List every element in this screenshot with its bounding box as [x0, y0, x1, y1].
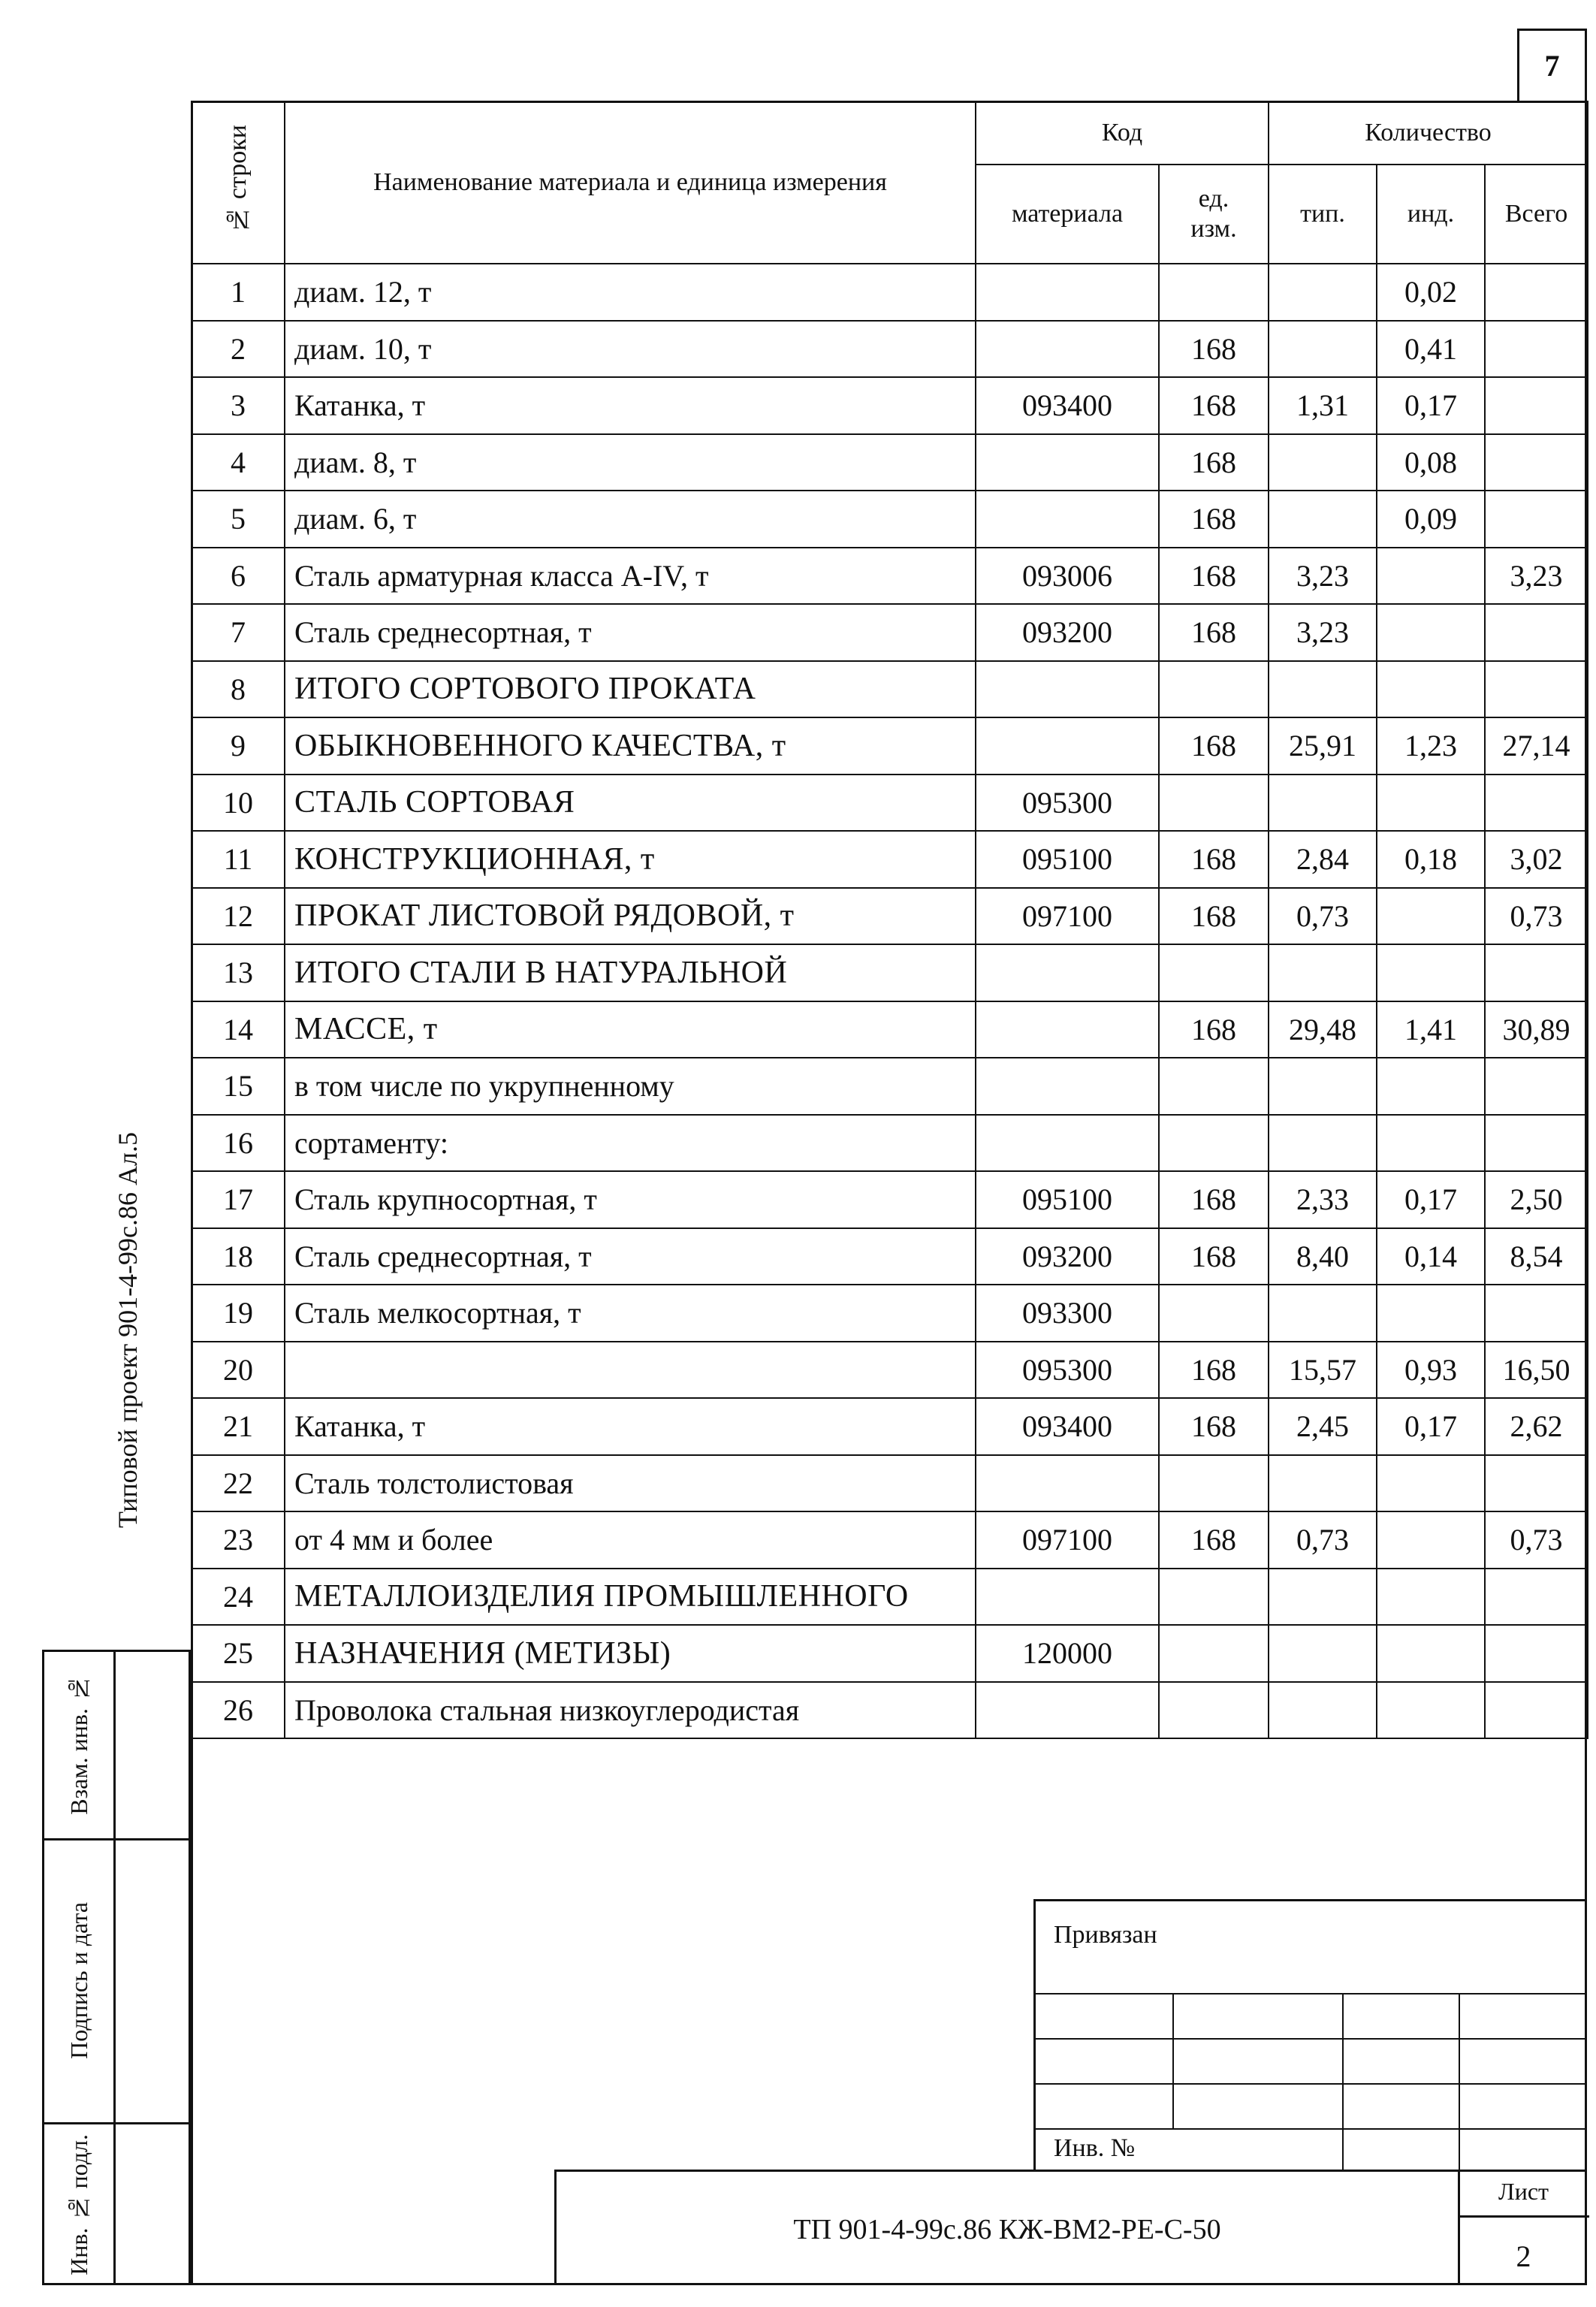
- table-row: [192, 1171, 1588, 1228]
- material-code: 093300: [976, 1285, 1159, 1342]
- row-number: 5: [192, 491, 285, 548]
- material-code: [976, 321, 1159, 378]
- qty-typ: [1269, 944, 1377, 1001]
- material-name: ИТОГО СОРТОВОГО ПРОКАТА: [285, 661, 976, 718]
- unit-code: [1159, 1285, 1269, 1342]
- qty-typ: 29,48: [1269, 1001, 1377, 1058]
- unit-code: 168: [1159, 1342, 1269, 1399]
- row-number: 22: [192, 1455, 285, 1512]
- qty-total: [1485, 264, 1588, 321]
- materials-table: [191, 101, 1588, 1739]
- material-code: [976, 1115, 1159, 1172]
- qty-ind: 0,17: [1377, 1171, 1485, 1228]
- unit-code: 168: [1159, 1228, 1269, 1285]
- material-name: Катанка, т: [285, 1398, 976, 1455]
- row-number: 17: [192, 1171, 285, 1228]
- qty-total: 3,02: [1485, 831, 1588, 888]
- unit-code: 168: [1159, 321, 1269, 378]
- material-name: МАССЕ, т: [285, 1001, 976, 1058]
- row-number: 2: [192, 321, 285, 378]
- left-stamp: [42, 1650, 191, 2285]
- qty-typ: 25,91: [1269, 717, 1377, 775]
- qty-total: [1485, 1058, 1588, 1115]
- unit-code: [1159, 1115, 1269, 1172]
- qty-typ: [1269, 661, 1377, 718]
- material-name: Сталь среднесортная, т: [285, 1228, 976, 1285]
- qty-ind: [1377, 661, 1485, 718]
- qty-ind: 0,18: [1377, 831, 1485, 888]
- qty-typ: 0,73: [1269, 888, 1377, 945]
- material-code: 095100: [976, 1171, 1159, 1228]
- material-code: [976, 661, 1159, 718]
- qty-typ: [1269, 491, 1377, 548]
- qty-total: [1485, 1625, 1588, 1682]
- qty-typ: 0,73: [1269, 1511, 1377, 1569]
- side-project-title: [105, 1067, 150, 1593]
- material-code: 095100: [976, 831, 1159, 888]
- side-project-title-text: Типовой проект 901-4-99с.86 Ал.5: [113, 1131, 143, 1528]
- unit-code: 168: [1159, 888, 1269, 945]
- qty-typ: 3,23: [1269, 604, 1377, 661]
- unit-code: [1159, 264, 1269, 321]
- qty-ind: 0,02: [1377, 264, 1485, 321]
- table-row: [192, 1511, 1588, 1569]
- unit-code: 168: [1159, 434, 1269, 491]
- qty-ind: [1377, 888, 1485, 945]
- binding-label: Привязан: [1054, 1921, 1157, 1949]
- header-code-group: Код: [976, 101, 1269, 165]
- row-number: 4: [192, 434, 285, 491]
- unit-code: [1159, 1455, 1269, 1512]
- qty-total: [1485, 1115, 1588, 1172]
- material-name: Катанка, т: [285, 377, 976, 434]
- unit-code: 168: [1159, 717, 1269, 775]
- material-name: Проволока стальная низкоуглеродистая: [285, 1682, 976, 1739]
- row-number: 12: [192, 888, 285, 945]
- table-row: [192, 1001, 1588, 1058]
- header-qty-ind: инд.: [1377, 165, 1485, 264]
- material-code: 097100: [976, 888, 1159, 945]
- qty-ind: 0,09: [1377, 491, 1485, 548]
- row-number: 15: [192, 1058, 285, 1115]
- qty-ind: [1377, 1625, 1485, 1682]
- title-block: [554, 2170, 1587, 2285]
- table-row: [192, 491, 1588, 548]
- inv-number-label: Инв. №: [1054, 2134, 1136, 2162]
- unit-code: 168: [1159, 377, 1269, 434]
- left-stamp-podpis: [44, 1838, 113, 2122]
- material-name: СТАЛЬ СОРТОВАЯ: [285, 775, 976, 832]
- row-number: 14: [192, 1001, 285, 1058]
- material-name: ПРОКАТ ЛИСТОВОЙ РЯДОВОЙ, т: [285, 888, 976, 945]
- row-number: 25: [192, 1625, 285, 1682]
- material-name: в том числе по укрупненному: [285, 1058, 976, 1115]
- binding-grid-line: [1036, 2038, 1587, 2040]
- material-code: 093400: [976, 1398, 1159, 1455]
- table-row: [192, 831, 1588, 888]
- material-code: [976, 1682, 1159, 1739]
- table-row: [192, 1625, 1588, 1682]
- header-name: [285, 101, 976, 264]
- unit-code: 168: [1159, 831, 1269, 888]
- table-row: [192, 1569, 1588, 1626]
- table-row: [192, 434, 1588, 491]
- qty-total: 16,50: [1485, 1342, 1588, 1399]
- binding-grid-line: [1459, 1993, 1460, 2172]
- qty-typ: [1269, 434, 1377, 491]
- qty-typ: 2,33: [1269, 1171, 1377, 1228]
- qty-typ: [1269, 1058, 1377, 1115]
- qty-ind: [1377, 1682, 1485, 1739]
- material-code: 093200: [976, 1228, 1159, 1285]
- material-name: диам. 6, т: [285, 491, 976, 548]
- row-number: 10: [192, 775, 285, 832]
- table-row: [192, 1455, 1588, 1512]
- table-row: [192, 944, 1588, 1001]
- qty-typ: 1,31: [1269, 377, 1377, 434]
- qty-ind: 0,17: [1377, 1398, 1485, 1455]
- table-row: [192, 604, 1588, 661]
- row-number: 19: [192, 1285, 285, 1342]
- qty-ind: [1377, 1058, 1485, 1115]
- header-row-no-label: № строки: [224, 124, 252, 234]
- unit-code: [1159, 1058, 1269, 1115]
- material-name: диам. 10, т: [285, 321, 976, 378]
- binding-grid-line: [1036, 2128, 1587, 2130]
- qty-ind: 1,23: [1377, 717, 1485, 775]
- row-number: 6: [192, 548, 285, 605]
- qty-total: [1485, 321, 1588, 378]
- binding-grid-line: [1036, 2083, 1587, 2085]
- material-name: диам. 12, т: [285, 264, 976, 321]
- unit-code: 168: [1159, 491, 1269, 548]
- qty-ind: [1377, 1285, 1485, 1342]
- material-code: 097100: [976, 1511, 1159, 1569]
- row-number: 26: [192, 1682, 285, 1739]
- qty-typ: [1269, 1569, 1377, 1626]
- qty-ind: [1377, 604, 1485, 661]
- table-row: [192, 775, 1588, 832]
- material-code: 093006: [976, 548, 1159, 605]
- table-row: [192, 1398, 1588, 1455]
- qty-total: [1485, 775, 1588, 832]
- document-code: ТП 901-4-99с.86 КЖ-ВМ2-РЕ-С-50: [793, 2214, 1221, 2245]
- table-body: [192, 264, 1588, 1738]
- qty-ind: [1377, 1511, 1485, 1569]
- material-code: [976, 717, 1159, 775]
- qty-total: 3,23: [1485, 548, 1588, 605]
- qty-ind: 0,08: [1377, 434, 1485, 491]
- qty-total: [1485, 604, 1588, 661]
- title-block-divider: [1458, 2215, 1589, 2218]
- unit-code: [1159, 775, 1269, 832]
- qty-ind: 0,93: [1377, 1342, 1485, 1399]
- binding-grid-line: [1036, 1993, 1587, 1994]
- header-row-no: [192, 101, 285, 264]
- header-code-material: материала: [976, 165, 1159, 264]
- table-row: [192, 661, 1588, 718]
- qty-ind: [1377, 1115, 1485, 1172]
- material-code: [976, 1058, 1159, 1115]
- material-name: НАЗНАЧЕНИЯ (МЕТИЗЫ): [285, 1625, 976, 1682]
- material-code: [976, 1569, 1159, 1626]
- qty-total: [1485, 1682, 1588, 1739]
- material-name: Сталь среднесортная, т: [285, 604, 976, 661]
- qty-total: [1485, 377, 1588, 434]
- material-code: 093200: [976, 604, 1159, 661]
- qty-typ: 3,23: [1269, 548, 1377, 605]
- row-number: 13: [192, 944, 285, 1001]
- material-code: 093400: [976, 377, 1159, 434]
- table-row: [192, 264, 1588, 321]
- material-name: МЕТАЛЛОИЗДЕЛИЯ ПРОМЫШЛЕННОГО: [285, 1569, 976, 1626]
- table-row: [192, 1228, 1588, 1285]
- row-number: 21: [192, 1398, 285, 1455]
- unit-code: 168: [1159, 1511, 1269, 1569]
- table-row: [192, 1058, 1588, 1115]
- left-stamp-inv-podl: [44, 2122, 113, 2287]
- qty-typ: 2,84: [1269, 831, 1377, 888]
- qty-total: 30,89: [1485, 1001, 1588, 1058]
- qty-typ: [1269, 1285, 1377, 1342]
- qty-typ: 2,45: [1269, 1398, 1377, 1455]
- table-row: [192, 888, 1588, 945]
- qty-typ: 8,40: [1269, 1228, 1377, 1285]
- qty-total: 0,73: [1485, 1511, 1588, 1569]
- qty-total: 2,62: [1485, 1398, 1588, 1455]
- qty-ind: [1377, 1455, 1485, 1512]
- material-code: 095300: [976, 1342, 1159, 1399]
- qty-ind: [1377, 944, 1485, 1001]
- unit-code: [1159, 944, 1269, 1001]
- qty-total: [1485, 491, 1588, 548]
- qty-total: [1485, 661, 1588, 718]
- row-number: 8: [192, 661, 285, 718]
- table-row: [192, 1342, 1588, 1399]
- material-name: [285, 1342, 976, 1399]
- header-qty-total: Всего: [1485, 165, 1588, 264]
- row-number: 11: [192, 831, 285, 888]
- row-number: 7: [192, 604, 285, 661]
- unit-code: 168: [1159, 1398, 1269, 1455]
- material-name: КОНСТРУКЦИОННАЯ, т: [285, 831, 976, 888]
- qty-typ: [1269, 1682, 1377, 1739]
- unit-code: 168: [1159, 604, 1269, 661]
- header-qty-typ: тип.: [1269, 165, 1377, 264]
- row-number: 23: [192, 1511, 285, 1569]
- binding-grid-line: [1342, 1993, 1344, 2172]
- row-number: 9: [192, 717, 285, 775]
- binding-stamp: [1033, 1899, 1587, 2170]
- table-row: [192, 548, 1588, 605]
- material-name: сортаменту:: [285, 1115, 976, 1172]
- left-stamp-vzam: [44, 1652, 113, 1838]
- qty-total: 2,50: [1485, 1171, 1588, 1228]
- row-number: 20: [192, 1342, 285, 1399]
- material-code: 095300: [976, 775, 1159, 832]
- header-code-unit: ед. изм.: [1159, 165, 1269, 264]
- material-code: [976, 434, 1159, 491]
- table-row: [192, 1285, 1588, 1342]
- header-qty-group: Количество: [1269, 101, 1588, 165]
- sheet-page-number: 2: [1516, 2239, 1531, 2273]
- table-row: [192, 1115, 1588, 1172]
- row-number: 18: [192, 1228, 285, 1285]
- qty-typ: [1269, 1625, 1377, 1682]
- left-stamp-vzam-label: Взам. инв. №: [65, 1675, 92, 1815]
- qty-total: [1485, 944, 1588, 1001]
- sheet-number: 7: [1517, 29, 1587, 101]
- material-code: 120000: [976, 1625, 1159, 1682]
- material-name: Сталь крупносортная, т: [285, 1171, 976, 1228]
- qty-ind: [1377, 775, 1485, 832]
- table-row: [192, 321, 1588, 378]
- qty-ind: 1,41: [1377, 1001, 1485, 1058]
- table-row: [192, 717, 1588, 775]
- qty-total: [1485, 434, 1588, 491]
- qty-typ: [1269, 264, 1377, 321]
- material-code: [976, 1001, 1159, 1058]
- qty-ind: 0,14: [1377, 1228, 1485, 1285]
- qty-typ: [1269, 1455, 1377, 1512]
- row-number: 16: [192, 1115, 285, 1172]
- qty-typ: [1269, 321, 1377, 378]
- qty-total: 8,54: [1485, 1228, 1588, 1285]
- sheet-label: Лист: [1498, 2178, 1549, 2205]
- material-name: ИТОГО СТАЛИ В НАТУРАЛЬНОЙ: [285, 944, 976, 1001]
- qty-typ: [1269, 775, 1377, 832]
- row-number: 3: [192, 377, 285, 434]
- material-name: Сталь арматурная класса A-IV, т: [285, 548, 976, 605]
- material-code: [976, 944, 1159, 1001]
- table-row: [192, 377, 1588, 434]
- qty-total: [1485, 1569, 1588, 1626]
- qty-total: 0,73: [1485, 888, 1588, 945]
- qty-ind: 0,41: [1377, 321, 1485, 378]
- material-name: ОБЫКНОВЕННОГО КАЧЕСТВА, т: [285, 717, 976, 775]
- qty-typ: [1269, 1115, 1377, 1172]
- qty-total: [1485, 1285, 1588, 1342]
- left-stamp-divider: [113, 1652, 116, 2283]
- table-header: [192, 101, 1588, 264]
- material-code: [976, 491, 1159, 548]
- qty-ind: [1377, 548, 1485, 605]
- left-stamp-podpis-label: Подпись и дата: [65, 1901, 92, 2059]
- qty-total: 27,14: [1485, 717, 1588, 775]
- material-name: Сталь толстолистовая: [285, 1455, 976, 1512]
- unit-code: [1159, 1682, 1269, 1739]
- qty-ind: 0,17: [1377, 377, 1485, 434]
- binding-grid-line: [1172, 1993, 1174, 2128]
- unit-code: [1159, 1569, 1269, 1626]
- unit-code: [1159, 1625, 1269, 1682]
- left-stamp-inv-podl-label: Инв. № подл.: [65, 2134, 92, 2275]
- material-name: диам. 8, т: [285, 434, 976, 491]
- material-name: от 4 мм и более: [285, 1511, 976, 1569]
- unit-code: 168: [1159, 1001, 1269, 1058]
- row-number: 24: [192, 1569, 285, 1626]
- material-code: [976, 1455, 1159, 1512]
- row-number: 1: [192, 264, 285, 321]
- unit-code: 168: [1159, 1171, 1269, 1228]
- qty-total: [1485, 1455, 1588, 1512]
- header-name-label: Наименование материала и единица измерения: [373, 168, 887, 196]
- material-code: [976, 264, 1159, 321]
- unit-code: 168: [1159, 548, 1269, 605]
- qty-typ: 15,57: [1269, 1342, 1377, 1399]
- qty-ind: [1377, 1569, 1485, 1626]
- table-row: [192, 1682, 1588, 1739]
- unit-code: [1159, 661, 1269, 718]
- material-name: Сталь мелкосортная, т: [285, 1285, 976, 1342]
